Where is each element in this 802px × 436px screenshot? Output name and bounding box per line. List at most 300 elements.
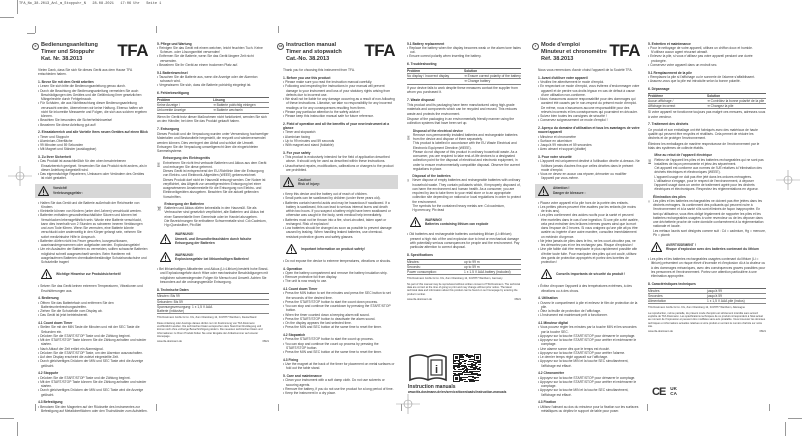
footer-website[interactable]: www.tfa-dostmann.de	[157, 340, 182, 344]
bullet-list	[538, 325, 640, 368]
list-item: • Durch gleichzeitiges Drücken der MIN und SEC Taste wird die Anzeige gelöscht.	[38, 388, 148, 397]
section-heading: 8. Caractéristiques techniques	[648, 281, 696, 286]
list-item: • Press the START/STOP button to start the count down process.	[283, 300, 395, 304]
list-item: • Timer und Stoppuhr	[38, 135, 148, 139]
disposal-text	[412, 174, 521, 212]
bullet-list	[538, 405, 640, 414]
section-heading: 6. Dépannage	[648, 86, 670, 91]
crop-mark	[788, 418, 802, 419]
list-item: • Batteries must not be thrown into a fire, short-circuited, taken apart or recharged. Risk of explosion!	[283, 218, 395, 227]
fold-mark	[35, 26, 36, 33]
list-item: • Old batteries and rechargeable batteries containing lithium (Li=lithium) present a high risk of fire and explosion due to heat or mechanical damage with potentially serious consequences for people and the environment. Pay particular attention to correct disposal.	[407, 232, 521, 249]
section-heading: 2. Einsatzbereich und alle Vorteile Ihres neuen Gerätes auf einen Blick	[38, 130, 148, 135]
list-item: • Drücken Sie die START/STOP Taste und die Zählung beginnt.	[38, 334, 148, 338]
footer-website[interactable]: www.tfa-dostmann.de	[407, 297, 432, 301]
list-item: • Timer and stopwatch	[283, 130, 395, 134]
list-item: • Lesen Sie sich bitte die Bedienungsanleitung genau durch.	[38, 84, 148, 88]
page-footer	[157, 340, 269, 344]
list-item: • Appuyez sur la touche MIN et la touche SEC simultanément, l'affichage est effacé.	[538, 359, 640, 368]
section-heading: 6. Troubleshooting	[407, 62, 437, 66]
manuals-url[interactable]: www.tfa-dostmann.de/en/service/downloads/instruction-manuals	[408, 390, 507, 394]
table-cell: jusqu'à 99	[707, 288, 722, 293]
list-item: • When the timer counted down a beeping alarm will sound.	[283, 313, 395, 317]
manual-title-line: Timer and stopwatch	[286, 48, 342, 55]
manual-title-line: Réf. 38.2013	[541, 55, 574, 62]
crossed-bin-icon	[648, 153, 651, 170]
paragraph: Ce produit et son emballage ont été fabriqués avec des matériaux de haute qualité qui peuvent être recyclés et réutilisés. Cela permet de réduire les déchets et de protéger l'environnement.	[648, 127, 758, 141]
data-table	[157, 97, 269, 114]
warning-text	[553, 186, 586, 195]
table-cell: ➔ Batterie wechseln	[213, 108, 243, 113]
ukca-mark-line: CA	[670, 391, 677, 396]
warning-text	[56, 272, 121, 276]
table-row	[157, 305, 269, 315]
fold-mark	[156, 26, 157, 33]
list-item: • Reinigen Sie das Gerät mit einem weichen, leicht feuchten Tuch. Keine Scheuer- oder Lösungsmittel verwenden!	[157, 46, 269, 55]
crop-mark	[17, 0, 18, 14]
disposal-paragraph: Batterien und Akkus dürfen keinesfalls in den Hausmüll. Sie als Verbraucher sind gesetzlich verpflichtet, alle Batterien und Akkus bei einer Sammelstelle Ihrer Gemeinde oder im Handel abzugeben.	[164, 206, 265, 219]
warning-line: Vorsicht!	[53, 186, 68, 191]
disposal-title: Disposal of the electrical device	[412, 128, 463, 133]
warning-line: Umwelt- und Gesundheitsschäden durch falsche Entsorgung der Batterien	[175, 236, 252, 245]
table-cell: ➔ Batterie polrichtig einlegen	[213, 103, 256, 107]
list-item: • Une alarme sonne dès que le temps est écoulé.	[538, 347, 640, 351]
list-item: • Conservez soigneusement ce mode d'emploi !	[538, 118, 640, 122]
bullet-list	[157, 267, 269, 284]
section-heading: 5.1 Batteriewechsel	[157, 70, 188, 75]
imprint-text: No part of this manual may be reproduced without written consent of TFA Dostmann. The technical data are correct at the time of going to print and may change without prior notice. The latest technical data and information about this product can be found on our homepage by entering the product number.	[407, 282, 521, 296]
warning-text	[666, 243, 759, 252]
crossed-bin-icon	[157, 156, 160, 173]
warning-notice	[35, 184, 151, 198]
list-item: • Keep this device and the battery out of reach of children.	[283, 192, 395, 196]
section-heading: 4.2 Stoppuhr	[38, 371, 59, 376]
section-heading: 5.1 Battery replacement	[407, 41, 445, 46]
manual-header	[34, 41, 148, 67]
footer-date: 08/21	[514, 297, 521, 301]
warning-triangle-icon	[410, 217, 421, 227]
disposal-paragraph: Cet appareil est conforme aux normes de l'UE relatives à l'élimination des déchets électriques et électroniques (WEEE).	[654, 166, 762, 175]
disposal-text	[654, 153, 766, 191]
tfa-logo: TFA	[117, 41, 148, 60]
disposal-notice	[157, 202, 269, 228]
warning-triangle-icon	[538, 186, 549, 196]
bullet-list	[538, 376, 640, 397]
paragraph: Si votre appareil ne fonctionne toujours pas malgré ces mesures, adressez-vous à votre vendeur.	[648, 110, 766, 119]
warning-line: Caution!	[298, 177, 312, 182]
crop-mark	[0, 17, 14, 18]
list-item: • Le dernier temps réglé apparaît sur l'affichage.	[538, 355, 640, 359]
section-heading: 2. Field of operation and all the benefits of your new instrument at a glance	[283, 121, 390, 131]
section-heading: 4.1 Count down Timer	[283, 287, 318, 292]
manual-title-line: Minuteur et chronomètre	[541, 48, 607, 55]
bullet-list	[38, 284, 148, 293]
section-heading: 1. Before you use this product	[283, 75, 331, 80]
manuals-title: Instruction manuals	[408, 384, 456, 390]
list-item: • Halten Sie das Gerät und die Batterie außerhalb der Reichweite von Kindern.	[38, 201, 148, 210]
warning-triangle-icon	[41, 269, 52, 279]
list-item: • Following and respecting the instructions in your manual will prevent damage to your instrument and loss of your statutory rights arising from defects due to incorrect use.	[283, 84, 395, 97]
table-cell: Problème	[648, 93, 664, 98]
table-cell	[213, 305, 269, 314]
table-cell: Keine Anzeige /	[157, 103, 180, 107]
bullet-list	[283, 192, 395, 239]
list-item: • Benutzen Sie den Magneten auf der Rückseite des Instrumentes zur Befestigung auf Metalloberflächen oder den Tischständer zum Aufstellen.	[38, 405, 148, 414]
disposal-notice	[648, 153, 766, 191]
disposal-text	[164, 202, 269, 228]
warning-triangle-icon	[38, 186, 49, 196]
paragraph: This product and its packaging have been manufactured using high-grade materials and components which can be recycled and reused. This reduces waste and protects the environment.	[407, 103, 518, 116]
fold-mark	[278, 26, 279, 33]
list-item: • Remplacez la pile si l'affichage ou le sonnerie de l'alarme s'affaiblissent.	[648, 75, 766, 79]
imprint-text: Diese Anleitung oder Auszüge daraus dürfen nur mit Zustimmung von TFA Dostmann veröffentlicht werden. Die technischen Daten entsprechen dem Stand bei Drucklegung und können sich ohne vorherige Benachrichtigung ändern. Die neuesten technischen Daten und Informationen zu Ihrem Produkt finden Sie unter Eingabe der Artikelnummer auf unserer Homepage.	[157, 321, 263, 338]
manual-fr-column-2	[648, 38, 766, 334]
data-table	[157, 293, 269, 314]
list-item: • Das Produkt ist ausschließlich für den oben beschriebenen Einsatzbereich geeignet. Verwenden Sie das Produkt nicht anders, als in dieser Anleitung dargestellt wird.	[38, 159, 148, 172]
list-item: • Évitez d'exposer l'appareil à des températures extrêmes, à des vibrations ou à des chocs.	[538, 284, 640, 293]
list-item: • Remove the battery, if you do not use the product for a long period of time.	[283, 387, 395, 391]
table-cell: Minutes:	[407, 259, 420, 264]
list-item: • Um ein Auslaufen der Batterien zu vermeiden, sollten schwache Batterien möglichst schnell ausgewechselt werden. Beim Hantieren mit ausgelaufenen Batterien chemikalienbeständige Schutzhandschuhe und Schutzbrille tragen!	[38, 247, 148, 264]
section-heading: 5. Pflege und Wartung	[157, 41, 192, 46]
imprint-text: TFA Dostmann GmbH & Co. KG, Zum Ottersberg 12, D-97877 Wertheim, Allemagne	[648, 306, 745, 310]
data-table	[648, 93, 766, 110]
list-item: • Conservez votre appareil dans un endroit sec.	[648, 63, 766, 67]
bullet-list	[38, 301, 148, 318]
disposal-text	[653, 195, 766, 238]
data-table	[407, 259, 521, 276]
list-item: • Vous ne devez en aucun cas réparer, démonter ou modifier l'appareil par vous-même.	[538, 172, 640, 181]
disposal-title: Mise au rebut de l'appareil électrique	[654, 153, 713, 158]
list-item: • Utilisez l'aimant au dos du minuteur pour la fixation sur les surfaces métalliques ou dépliez le support de table pour poser.	[538, 405, 640, 414]
crop-mark	[0, 418, 14, 419]
list-item: • Unauthorised repairs, modifications, calibrations or changes to the product are prohibited.	[283, 164, 395, 173]
table-row	[648, 104, 766, 109]
bullet-list	[283, 259, 395, 263]
list-item: • Kleinteile können von Kindern (unter drei Jahren) verschluckt werden.	[38, 209, 148, 213]
list-item: • Low batteries should be changed as soon as possible to prevent damage caused by leaking. When handling leaked batteries, use chemical-resistant protective gloves and safety glasses.	[283, 226, 395, 239]
bullet-list	[538, 201, 640, 265]
manual-title-line: Kat. Nr. 38.2013	[41, 55, 83, 62]
list-item: • Press the MIN and SEC button at the same time to reset the timer.	[283, 325, 395, 329]
list-item: • L'appareil est uniquement destiné à l'utilisation décrite ci-dessus. Ne l'utilisez jamais d'autres fins que celles décrites dans le présent mode d'emploi.	[538, 159, 640, 172]
registration-mark-icon	[396, 394, 420, 414]
table-cell: Secondes	[648, 293, 663, 298]
list-item: • Für Schäden, die aus Nichtbeachtung dieser Bedienungsanleitung verursacht werden, übernehmen wir keine Haftung. Ebenso haften wir nicht für inkorrekte Messwerte und Folgen, die sich aus solchen ergeben können.	[38, 101, 148, 118]
disposal-notice	[648, 195, 766, 238]
crossed-bin-icon	[407, 129, 410, 146]
list-item: • Nach Ablauf der Zeit ertönt ein Alarmsignal.	[38, 347, 148, 351]
disposal-paragraph: Retirez de l'appareil les piles et les batteries rechargeables qui ne sont pas installées de façon permanente et jetez-les séparément.	[654, 157, 764, 166]
table-cell: Solution	[707, 93, 721, 98]
manual-en-column-1	[278, 41, 395, 396]
list-item: • Use the magnet at the back of the timer for placement on metal surfaces or fold out the table stand.	[283, 362, 395, 371]
footer-website[interactable]: www.tfa-dostmann.de	[648, 330, 673, 334]
qr-code-icon	[453, 354, 481, 382]
table-cell: up to 59 m	[464, 264, 480, 269]
tfa-logo: TFA	[609, 41, 640, 60]
list-item: • Öffnen Sie das Batteriefach und entfernen Sie den Batterieunterbrechungsstreifen.	[38, 301, 148, 310]
section-heading: 7. Entsorgung	[157, 126, 180, 131]
conformity-marks	[652, 386, 677, 398]
fold-mark	[647, 404, 648, 411]
list-item: • Drücken Sie die START/STOP Taste und die Zählung beginnt.	[38, 376, 148, 380]
bullet-list	[157, 46, 269, 67]
list-item: • Tauschen Sie die Batterie aus, wenn die Anzeige oder der Alarmton schwach wird.	[157, 75, 269, 84]
list-item: • Beachten Sie besonders die Sicherheitshinweise!	[38, 118, 148, 122]
disposal-notice	[407, 129, 521, 172]
list-item: • Minuteur et chronomètre	[538, 135, 640, 139]
list-item: • Appuyez sur la touche START/STOP pour démarrer le comptage.	[538, 376, 640, 380]
bullet-list	[38, 325, 148, 368]
disposal-notice	[157, 156, 269, 199]
table-cell: Solution	[464, 68, 478, 73]
bullet-list	[38, 135, 148, 152]
list-item: • Bewahren Sie diese Anleitung gut auf!	[38, 123, 148, 127]
imprint-text: TFA Dostmann GmbH & Co. KG, Zum Ottersberg 12, D-97877 Wertheim, Deutschland	[157, 316, 257, 320]
tfa-logo: TFA	[364, 41, 395, 60]
disposal-paragraph: This product is labelled in accordance with the EU Waste Electrical and Electronic Equipment Directive (WEEE).	[412, 141, 517, 150]
list-item: • Remove protective foil from display.	[283, 275, 395, 279]
list-item: • Batteries contain harmful acids and may be hazardous if swallowed. If a battery is swallowed, this can lead to serious internal burns and death within two hours. If you suspect a battery might have been swallowed or otherwise was caught in the body, seek medical help immediately.	[283, 201, 395, 218]
paragraph: Vielen Dank, dass Sie sich für dieses Gerät aus dem Hause TFA entschieden haben.	[38, 68, 133, 77]
warning-notice	[407, 215, 521, 229]
section-heading: 4. Operation	[283, 266, 303, 271]
table-cell: Lösung	[213, 97, 225, 102]
table-row	[407, 79, 521, 84]
warning-notice	[283, 242, 395, 256]
warning-notice	[38, 267, 148, 281]
table-cell: Affichage incorrect	[648, 104, 676, 108]
crossed-bin-icon	[648, 195, 650, 208]
list-item: • Suivez bien toutes les consignes de sécurité !	[538, 114, 640, 118]
disposal-title: Entsorgung der Batterien	[164, 201, 205, 206]
section-heading: 4. Bedienung	[38, 296, 59, 301]
manual-title	[41, 42, 98, 62]
bullet-list	[38, 159, 148, 180]
fold-mark	[156, 404, 157, 411]
table-cell: ➔ Change battery	[464, 79, 491, 84]
warning-line: WARNING!	[425, 218, 443, 223]
warning-text	[175, 232, 266, 245]
list-item: • Enlevez la pile, si vous n'utilisez pas votre appareil pendant une durée prolongée.	[648, 54, 766, 63]
section-heading: 2. Aperçu du domaine d'utilisation et tous les avantages de votre nouvel appareil	[538, 126, 640, 135]
list-item: • Appuyez sur la touche START/STOP pour arrêter l'alarme.	[538, 351, 640, 355]
section-heading: 5. Entretien et maintenance	[648, 41, 691, 46]
table-cell: Sekunden: Bis 59	[157, 299, 183, 304]
table-cell: Problem	[407, 68, 421, 73]
list-item: • Das Gerät ist jetzt betriebsbereit.	[38, 313, 148, 317]
bullet-list	[648, 257, 766, 278]
ukca-mark-line: UK	[670, 386, 677, 392]
footer-date: 08/21	[759, 330, 766, 334]
list-item: • Ne jetez jamais de piles dans le feu, ne les court-circuitez pas, ne les démontez pas et ne les rechargez pas. Risque d'explosion !	[538, 239, 640, 248]
warning-line: WARNUNG!	[175, 232, 194, 237]
warning-triangle-icon	[283, 177, 294, 187]
list-item: • Durch die Beachtung der Bedienungsanleitung vermeiden Sie auch Beschädigungen des Gerätes und die Gefährdung Ihrer gesetzlichen Mängelrechte durch Fehlgebrauch.	[38, 89, 148, 102]
table-cell: ➔ Changez la pile	[707, 104, 734, 108]
warning-notice	[538, 267, 640, 281]
paragraph: If your device fails to work despite these measures contact the supplier from whom you purchased it.	[407, 85, 518, 94]
manual-en-column-2	[407, 38, 521, 302]
section-heading: 4.2 Stopwatch	[283, 333, 306, 338]
list-item: • En respectant ce mode d'emploi, vous éviterez d'endommager votre appareil et de perdre vos droits légaux en cas de défaut à cause d'une utilisation non-conforme.	[538, 84, 640, 97]
language-flag-icon: F	[532, 43, 539, 50]
disposal-text	[413, 129, 521, 172]
bullet-list	[407, 46, 521, 59]
bullet-list	[283, 130, 395, 147]
section-heading: 4.1 Count down Timer	[38, 321, 73, 326]
warning-triangle-icon	[286, 244, 297, 254]
language-flag-icon: GB	[278, 45, 283, 48]
list-item: • Placez votre appareil et la pile hors de la portée des enfants.	[538, 201, 640, 205]
crop-mark	[17, 422, 18, 436]
warning-line: WARNUNG!	[175, 252, 194, 257]
manual-title-line: Cat.-No. 38.2013	[286, 55, 330, 62]
list-item: • Entfernen Sie die Batterie, wenn Sie das Gerät längere Zeit nicht verwenden.	[157, 54, 269, 63]
bullet-list	[538, 284, 640, 293]
page-footer	[407, 298, 521, 302]
warning-notice	[157, 250, 269, 264]
warning-line: AVERTISSEMENT !	[666, 242, 696, 247]
paragraph: Dieses Produkt und die Verpackung wurden unter Verwendung hochwertiger Materialien und Bestandteile hergestellt, die recycelt und wiederverwendet werden können. Dies verringert den Abfall und schützt die Umwelt. Entsorgen Sie die Verpackung umweltgerecht über die eingerichteten Sammelsysteme.	[157, 132, 269, 154]
bullet-list	[538, 301, 640, 318]
list-item: • We shall not be liable for any damage occurring as a result of non-following of these instructions. Likewise, we take no responsibility for any incorrect readings or for any consequences resulting from them.	[283, 97, 395, 110]
table-cell: Unkorrekte Anzeige	[157, 108, 186, 113]
section-heading: 4.2 Chronomètre	[538, 371, 565, 376]
list-item: • With magnet and stand (foldable)	[283, 143, 395, 147]
list-item: • Bei lithiumhaltigen Altbatterien und Akkus (Li=Lithium) besteht hohe Brand- und Explosionsgefahr durch Hitze oder mechanische Beschädigungen mit möglichen schwerwiegenden Folgen für Mensch und Umwelt. Achten Sie besonders auf die ordnungsgemäße Entsorgung.	[157, 267, 269, 284]
warning-line: Attention !	[553, 186, 570, 191]
bullet-list	[283, 80, 395, 118]
section-heading: 4. Utilisation	[538, 296, 558, 301]
list-item: • Avec aimant et support (pliable)	[538, 147, 640, 151]
bullet-list	[283, 337, 395, 354]
list-item: • Pour le nettoyage de votre appareil, utilisez un chiffon doux et humide. N'utilisez aucun agent récurant abrasif.	[648, 46, 766, 55]
bullet-list	[283, 362, 395, 371]
bullet-list	[38, 84, 148, 127]
crop-mark	[785, 422, 786, 436]
list-item: • Mit der START/STOP Taste können Sie die Zählung anhalten und wieder starten.	[38, 338, 148, 347]
fold-mark	[278, 404, 279, 411]
list-item: • 99 Minuten und 59 Sekunden	[38, 143, 148, 147]
warning-text	[556, 272, 625, 276]
section-heading: 8. Specifications	[407, 252, 434, 257]
warning-text	[298, 178, 320, 187]
manual-title-line: Mode d'emploi	[541, 42, 580, 48]
list-item: • Nous n'assumons aucune responsabilité pour des dommages qui auraient été causés par le non-respect du présent mode d'emploi. De même, nous n'assumons aucune responsabilité pour des relevés incorrects et les conséquences qui pourraient en découler.	[538, 97, 640, 114]
section-heading: 4.3 Fixing	[283, 357, 299, 362]
warning-triangle-icon	[651, 242, 662, 252]
warning-triangle-icon	[160, 234, 171, 244]
bullet-list	[538, 135, 640, 152]
section-heading: 1. Avant d'utiliser votre appareil	[538, 75, 588, 80]
section-heading: 3. Pour votre sécurité	[538, 155, 572, 160]
list-item: • Drücken Sie die START/STOP Taste, um den Alarmton auszuschalten.	[38, 351, 148, 355]
warning-line: Wichtige Hinweise zur Produktsicherheit!	[56, 272, 121, 277]
disposal-paragraph: Please do not dispose of this product in ordinary household waste. As a consumer, you are required to take end-of-life devices to a designated collection point for the disposal of electrical and electronic equipment, in order to ensure environmentally compatible disposal. Observe the current regulations in place.	[412, 149, 521, 171]
list-item: • Une pile faible doit être remplacée le plus rapidement possible afin d'éviter toute fuite. Pour manipuler des piles qui ont coulé, utilisez des gants de protection appropriés et portez des lunettes de protection !	[538, 247, 640, 264]
list-item: • Assurez-vous que la pile est introduite selon la bonne polarité.	[648, 79, 766, 83]
list-item: • You can stop and continue the count up process by pressing the START/STOP button.	[283, 342, 395, 351]
fold-mark	[27, 33, 35, 34]
list-item: • Veuillez lire attentivement le mode d'emploi.	[538, 80, 640, 84]
list-item: • On the display appears the last selected time.	[283, 321, 395, 325]
imprint-text: La reproduction, même partielle, du présent mode d'emploi est strictement interdite sans accord explicite de TFA Dostmann. Les spécifications techniques de ce produit correspondent à l'état actuel au moment de l'impression et peuvent être modifiées sans avis préalable. Vous trouverez les données techniques et informations actuelles relatives à votre produit en entrant le numéro d'article sur notre site.	[648, 311, 766, 328]
footer-date: 08/21	[262, 340, 269, 344]
table-cell: Power consumption:	[407, 270, 437, 275]
warning-notice	[157, 230, 269, 247]
list-item: • Press the MIN button to set the minutes and press the SEC button to set the seconds of the desired time.	[283, 291, 395, 300]
disposal-title: Disposal of the batteries	[412, 174, 451, 179]
paragraph: Nous vous remercions d'avoir choisi l'appareil de la Société TFA.	[538, 68, 633, 73]
section-heading: 1. Bevor Sie mit dem Gerät arbeiten	[38, 80, 94, 85]
data-table	[648, 288, 766, 305]
imprint-text: TFA Dostmann GmbH & Co. KG, Zum Ottersberg 12, D-97877 Wertheim, Germany	[407, 277, 503, 281]
registration-mark-icon	[776, 170, 800, 190]
table-cell: Problem	[157, 97, 171, 102]
warning-text	[53, 186, 83, 195]
list-item: • L'instrument est maintenant prêt à fonctionner.	[538, 313, 640, 317]
file-header: TFA_No_38.2013_Anl_m_Stoppuhr_N 28.08.2021 17:06 Uhr Seite 1	[19, 2, 162, 6]
list-item: • Les piles contiennent des acides nocifs pour la santé et peuvent être mortelles dans le cas d'une ingestion. Si une pile a été avalée, cela peut entraîner des brûlures internes graves ainsi que la mort dans l'espace de 2 heures. Si vous craignez qu'une pile ait pu être avalée ou ingérée d'une autre manière, consultez immédiatement un médecin d'urgence.	[538, 213, 640, 239]
bullet-list	[157, 75, 269, 88]
bullet-list	[38, 201, 148, 265]
list-item: • Les petites pièces peuvent être avalées par les enfants (de moins de trois ans).	[538, 205, 640, 214]
disposal-paragraph: Les piles et les batteries rechargeables ne doivent pas être jetées dans les déchets ménagers. Ils contiennent des polluants qui peuvent nuire à l'environnement et à la santé s'ils sont éliminés de façon inappropriée. En tant qu'utilisateur, vous êtes obligé légalement de rapporter les piles et les batteries rechargeables usagées à votre revendeur ou de les déposer dans une déchetterie proche de votre domicile conformément à la réglementation nationale et locale.	[653, 198, 764, 229]
disposal-paragraph: Remove non-permanently installed batteries and rechargeable batteries from the device and dispose of them separately.	[412, 132, 518, 142]
disposal-paragraph: Dieses Gerät ist entsprechend der EU-Richtlinie über die Entsorgung von Elektro- und Elektronik-Altgeräten (WEEE) gekennzeichnet.	[163, 169, 264, 178]
bullet-list	[648, 46, 766, 67]
warning-line: Explosionsgefahr bei lithiumhaltigen Batterien!	[175, 257, 250, 262]
disposal-paragraph: Never dispose of empty batteries and rechargeable batteries with ordinary household waste. They contain pollutants which, if improperly disposed of, can harm the environment and human health. As a consumer, you are required by law to take them to your retail store or to an appropriate collection site depending on national or local regulations in order to protect the environment.	[412, 178, 521, 204]
list-item: • Ôtez la feuille de protection de l'affichage.	[538, 309, 640, 313]
list-item: • Stellen Sie mit der MIN Taste die Minuten und mit der SEC Taste die Sekunden ein.	[38, 325, 148, 334]
disposal-paragraph: Entnehmen Sie nicht fest verbaute Batterien und Akkus aus dem Gerät und entsorgen Sie diese getrennt.	[163, 160, 267, 169]
warning-triangle-icon	[160, 252, 171, 262]
list-item: • Vergewissern Sie sich, dass die Batterie polrichtig eingelegt ist.	[157, 83, 269, 87]
table-cell: ➔ Ensure correct polarity of the battery	[464, 74, 521, 78]
list-item: • Appuyez sur la touche START/STOP pour démarrer le comptage.	[538, 334, 640, 338]
table-cell: Aucun affichage /	[648, 98, 674, 103]
manual-header	[278, 41, 395, 67]
manual-book-icon	[408, 352, 448, 382]
bullet-list	[538, 159, 640, 180]
bullet-list	[283, 271, 395, 284]
list-item: • Setzen Sie das Gerät keinen extremen Temperaturen, Vibrationen und Erschütterungen aus.	[38, 284, 148, 293]
warning-line: Batteries containing lithium can explode	[425, 222, 489, 227]
manual-de-column-2	[157, 38, 269, 344]
paragraph: Dispose of the packaging in an environmentally friendly manner using the collection systems that have been set up.	[407, 117, 515, 126]
warning-text	[175, 253, 249, 262]
warning-notice	[535, 184, 643, 198]
table-cell: ➔ Contrôlez la bonne polarité de la pile	[707, 98, 765, 103]
disposal-notice	[407, 174, 521, 212]
crossed-bin-icon	[407, 174, 409, 187]
list-item: • Keep the instrument in a dry place.	[283, 391, 395, 395]
disposal-paragraph: Die Bezeichnungen für enthaltene Schwermetalle sind: Cd=Cadmium, Hg=Quecksilber, Pb=Blei	[164, 218, 267, 228]
table-cell: up to 99 m	[464, 259, 480, 264]
table-row	[157, 108, 269, 113]
warning-line: Danger de blessure :	[553, 190, 586, 195]
warning-text	[425, 218, 488, 227]
instruction-manuals-link[interactable]	[408, 352, 528, 394]
paragraph: Éliminez les emballages de manière respectueuse de l'environnement par le biais des systèmes de collecte établis.	[648, 141, 760, 151]
bullet-list	[648, 75, 766, 84]
table-cell	[213, 300, 269, 304]
list-item: • Das eigenmächtige Reparieren, Umbauen oder Verändern des Gerätes ist nicht gestattet.	[38, 172, 148, 181]
manual-title	[541, 42, 607, 62]
